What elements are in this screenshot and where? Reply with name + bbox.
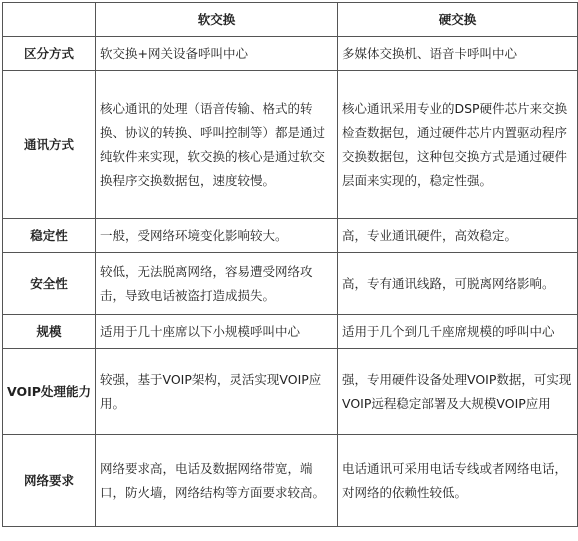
- hard-switch-cell: 适用于几个到几千座席规模的呼叫中心: [338, 315, 578, 349]
- table-row: [3, 71, 578, 219]
- row-label: 稳定性: [3, 219, 96, 253]
- hard-switch-cell: 强，专用硬件设备处理VOIP数据，可实现VOIP远程稳定部署及大规模VOIP应用: [338, 349, 578, 435]
- table-row: [3, 349, 578, 435]
- header-empty-cell: [3, 3, 96, 37]
- soft-switch-cell: 网络要求高，电话及数据网络带宽，端口，防火墙，网络结构等方面要求较高。: [96, 435, 338, 527]
- hard-switch-cell: 高，专业通讯硬件，高效稳定。: [338, 219, 578, 253]
- table-row: [3, 435, 578, 527]
- table-row: [3, 253, 578, 315]
- hard-switch-cell: 多媒体交换机、语音卡呼叫中心: [338, 37, 578, 71]
- row-label: 区分方式: [3, 37, 96, 71]
- row-label: 通讯方式: [3, 71, 96, 219]
- soft-switch-cell: 一般，受网络环境变化影响较大。: [96, 219, 338, 253]
- table-row: [3, 219, 578, 253]
- row-label: 规模: [3, 315, 96, 349]
- comparison-table: [2, 2, 578, 527]
- header-soft-switch: 软交换: [96, 3, 338, 37]
- table-header-row: [3, 3, 578, 37]
- row-label: 网络要求: [3, 435, 96, 527]
- row-label: 安全性: [3, 253, 96, 315]
- hard-switch-cell: 核心通讯采用专业的DSP硬件芯片来交换检查数据包，通过硬件芯片内置驱动程序交换数据包，这种包交换方式是通过硬件层面来实现的，稳定性强。: [338, 71, 578, 219]
- hard-switch-cell: 高，专有通讯线路，可脱离网络影响。: [338, 253, 578, 315]
- row-label: VOIP处理能力: [3, 349, 96, 435]
- soft-switch-cell: 较强，基于VOIP架构，灵活实现VOIP应用。: [96, 349, 338, 435]
- hard-switch-cell: 电话通讯可采用电话专线或者网络电话，对网络的依赖性较低。: [338, 435, 578, 527]
- soft-switch-cell: 适用于几十座席以下小规模呼叫中心: [96, 315, 338, 349]
- table-row: [3, 37, 578, 71]
- header-hard-switch: 硬交换: [338, 3, 578, 37]
- soft-switch-cell: 较低，无法脱离网络，容易遭受网络攻击，导致电话被盗打造成损失。: [96, 253, 338, 315]
- table-row: [3, 315, 578, 349]
- soft-switch-cell: 核心通讯的处理（语音传输、格式的转换、协议的转换、呼叫控制等）都是通过纯软件来实现，软交换的核心是通过软交换程序交换数据包，速度较慢。: [96, 71, 338, 219]
- soft-switch-cell: 软交换+网关设备呼叫中心: [96, 37, 338, 71]
